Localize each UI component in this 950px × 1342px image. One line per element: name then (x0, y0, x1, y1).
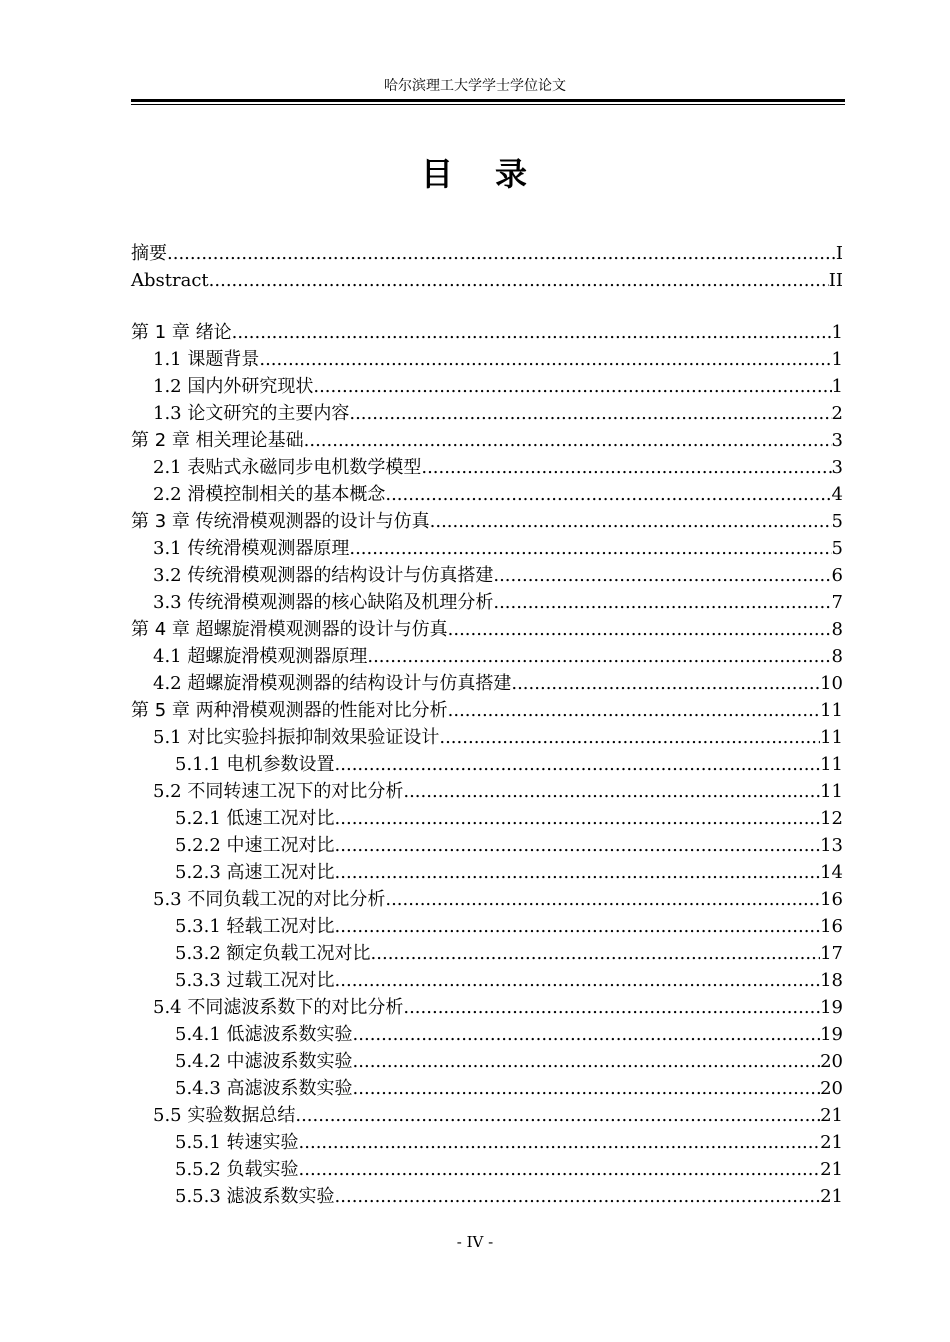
toc-leader (304, 428, 832, 454)
toc-title: 5.1 对比实验抖振抑制效果验证设计 (153, 727, 440, 748)
toc-leader (385, 887, 820, 913)
toc-leader (299, 1157, 821, 1183)
toc-entry-3-2[interactable] (153, 563, 843, 589)
toc-title: 摘要 (131, 243, 167, 264)
toc-leader (493, 563, 831, 589)
page-number: - IV - (456, 1233, 494, 1251)
toc-page: 17 (820, 943, 843, 964)
toc-title: 2.2 滑模控制相关的基本概念 (153, 484, 386, 505)
toc-leader (335, 833, 821, 859)
toc-title: 5.5.3 滤波系数实验 (175, 1186, 335, 1207)
toc-title: 5.3.1 轻载工况对比 (175, 916, 335, 937)
toc-title: 4.2 超螺旋滑模观测器的结构设计与仿真搭建 (153, 673, 512, 694)
toc-page: 10 (820, 673, 843, 694)
title-char-1: 目 (420, 155, 455, 193)
toc-title: Abstract (131, 270, 209, 291)
toc-entry-chapter-3[interactable] (131, 509, 843, 535)
toc-leader (259, 347, 831, 373)
toc-page: 14 (820, 862, 843, 883)
toc-title: 5.5.2 负载实验 (175, 1159, 299, 1180)
toc-page: 7 (831, 592, 843, 613)
toc-leader (353, 1049, 821, 1075)
toc-entry-5-4-3[interactable] (175, 1076, 843, 1102)
toc-page: 11 (820, 781, 843, 802)
toc-entry-5-5-2[interactable] (175, 1157, 843, 1183)
toc-page: 20 (820, 1051, 843, 1072)
toc-page: 16 (820, 916, 843, 937)
toc-page: 21 (820, 1159, 843, 1180)
toc-page: 20 (820, 1078, 843, 1099)
toc-entry-5-4-2[interactable] (175, 1049, 843, 1075)
toc-leader (335, 806, 821, 832)
toc-page: II (828, 270, 843, 291)
toc-leader (430, 509, 832, 535)
toc-entry-chapter-5[interactable] (131, 698, 843, 724)
toc-leader (313, 374, 831, 400)
toc-leader (403, 779, 820, 805)
toc-title: 5.5.1 转速实验 (175, 1132, 299, 1153)
toc-entry-1-2[interactable] (153, 374, 843, 400)
toc-page: 19 (820, 997, 843, 1018)
toc-entry-5-1-1[interactable] (175, 752, 843, 778)
toc-page: 5 (831, 511, 843, 532)
toc-entry-chapter-4[interactable] (131, 617, 843, 643)
toc-page: 11 (820, 754, 843, 775)
table-of-contents (131, 0, 843, 1342)
toc-leader (421, 455, 831, 481)
toc-title: 第 2 章 相关理论基础 (131, 430, 304, 451)
toc-page: 18 (820, 970, 843, 991)
toc-title: 3.3 传统滑模观测器的核心缺陷及机理分析 (153, 592, 494, 613)
toc-page: 5 (831, 538, 843, 559)
toc-title: 5.3.3 过载工况对比 (175, 970, 335, 991)
toc-entry-2-2[interactable] (153, 482, 843, 508)
toc-title: 5.2.1 低速工况对比 (175, 808, 335, 829)
toc-entry-1-1[interactable] (153, 347, 843, 373)
toc-title: 5.2.2 中速工况对比 (175, 835, 335, 856)
toc-title: 第 3 章 传统滑模观测器的设计与仿真 (131, 511, 430, 532)
toc-title: 5.4 不同滤波系数下的对比分析 (153, 997, 404, 1018)
toc-title: 1.3 论文研究的主要内容 (153, 403, 350, 424)
toc-leader (335, 968, 821, 994)
toc-entry-5-3[interactable] (153, 887, 843, 913)
toc-page: 11 (820, 727, 843, 748)
toc-leader (349, 401, 831, 427)
toc-leader (167, 241, 836, 267)
toc-page: 1 (831, 376, 843, 397)
toc-title: 5.4.2 中滤波系数实验 (175, 1051, 353, 1072)
toc-title: 5.3 不同负载工况的对比分析 (153, 889, 386, 910)
toc-page: 12 (820, 808, 843, 829)
running-header: 哈尔滨理工大学学士学位论文 (384, 78, 566, 94)
toc-leader (367, 644, 831, 670)
toc-page: 21 (820, 1186, 843, 1207)
toc-entry-5-2-3[interactable] (175, 860, 843, 886)
toc-leader (403, 995, 820, 1021)
toc-leader (353, 1076, 821, 1102)
toc-entry-5-5-3[interactable] (175, 1184, 843, 1210)
toc-leader (385, 482, 831, 508)
toc-entry-5-4-1[interactable] (175, 1022, 843, 1048)
toc-title: 4.1 超螺旋滑模观测器原理 (153, 646, 368, 667)
toc-page: 21 (820, 1132, 843, 1153)
toc-entry-3-1[interactable] (153, 536, 843, 562)
toc-leader (209, 268, 829, 294)
toc-entry-5-4[interactable] (153, 995, 843, 1021)
toc-title: 3.1 传统滑模观测器原理 (153, 538, 350, 559)
toc-page: 19 (820, 1024, 843, 1045)
toc-page: 8 (831, 646, 843, 667)
toc-leader (448, 698, 820, 724)
toc-entry-5-3-1[interactable] (175, 914, 843, 940)
toc-leader (371, 941, 821, 967)
toc-title: 第 4 章 超螺旋滑模观测器的设计与仿真 (131, 619, 448, 640)
toc-leader (335, 752, 821, 778)
toc-page: 11 (820, 700, 843, 721)
toc-entry-5-3-3[interactable] (175, 968, 843, 994)
toc-title: 5.2 不同转速工况下的对比分析 (153, 781, 404, 802)
toc-entry-chapter-1[interactable] (131, 320, 843, 346)
toc-leader (335, 914, 821, 940)
toc-leader (349, 536, 831, 562)
toc-entry-5-5-1[interactable] (175, 1130, 843, 1156)
toc-leader (439, 725, 820, 751)
toc-title: 5.3.2 额定负载工况对比 (175, 943, 371, 964)
toc-title: 5.2.3 高速工况对比 (175, 862, 335, 883)
toc-page: 16 (820, 889, 843, 910)
toc-page: 3 (831, 430, 843, 451)
toc-entry-5-2-2[interactable] (175, 833, 843, 859)
toc-title: 1.1 课题背景 (153, 349, 260, 370)
toc-page: 1 (831, 349, 843, 370)
toc-entry-abstract-cn[interactable] (131, 241, 843, 267)
toc-entry-abstract-en[interactable] (131, 268, 843, 294)
toc-page: 21 (820, 1105, 843, 1126)
toc-page: 3 (831, 457, 843, 478)
toc-title: 5.4.1 低滤波系数实验 (175, 1024, 353, 1045)
toc-entry-4-1[interactable] (153, 644, 843, 670)
toc-page: 13 (820, 835, 843, 856)
toc-title: 第 1 章 绪论 (131, 322, 232, 343)
toc-entry-4-2[interactable] (153, 671, 843, 697)
toc-title: 3.2 传统滑模观测器的结构设计与仿真搭建 (153, 565, 494, 586)
toc-entry-chapter-2[interactable] (131, 428, 843, 454)
toc-leader (335, 1184, 821, 1210)
toc-entry-5-2-1[interactable] (175, 806, 843, 832)
toc-page: 6 (831, 565, 843, 586)
toc-title: 1.2 国内外研究现状 (153, 376, 314, 397)
title-char-2: 录 (495, 155, 530, 193)
toc-entry-2-1[interactable] (153, 455, 843, 481)
toc-entry-5-3-2[interactable] (175, 941, 843, 967)
toc-leader (299, 1130, 821, 1156)
toc-title: 第 5 章 两种滑模观测器的性能对比分析 (131, 700, 448, 721)
toc-page: 4 (831, 484, 843, 505)
toc-leader (448, 617, 832, 643)
toc-title: 2.1 表贴式永磁同步电机数学模型 (153, 457, 422, 478)
toc-title: 5.1.1 电机参数设置 (175, 754, 335, 775)
toc-leader (493, 590, 831, 616)
toc-page: 1 (831, 322, 843, 343)
toc-entry-5-1[interactable] (153, 725, 843, 751)
toc-entry-1-3[interactable] (153, 401, 843, 427)
toc-leader (335, 860, 821, 886)
toc-leader (232, 320, 832, 346)
toc-entry-3-3[interactable] (153, 590, 843, 616)
toc-entry-5-2[interactable] (153, 779, 843, 805)
toc-page: 2 (831, 403, 843, 424)
toc-title: 5.4.3 高滤波系数实验 (175, 1078, 353, 1099)
toc-leader (353, 1022, 821, 1048)
toc-entry-5-5[interactable] (153, 1103, 843, 1129)
toc-leader (511, 671, 820, 697)
toc-page: 8 (831, 619, 843, 640)
toc-page: I (835, 243, 843, 264)
toc-leader (295, 1103, 820, 1129)
toc-title: 5.5 实验数据总结 (153, 1105, 296, 1126)
